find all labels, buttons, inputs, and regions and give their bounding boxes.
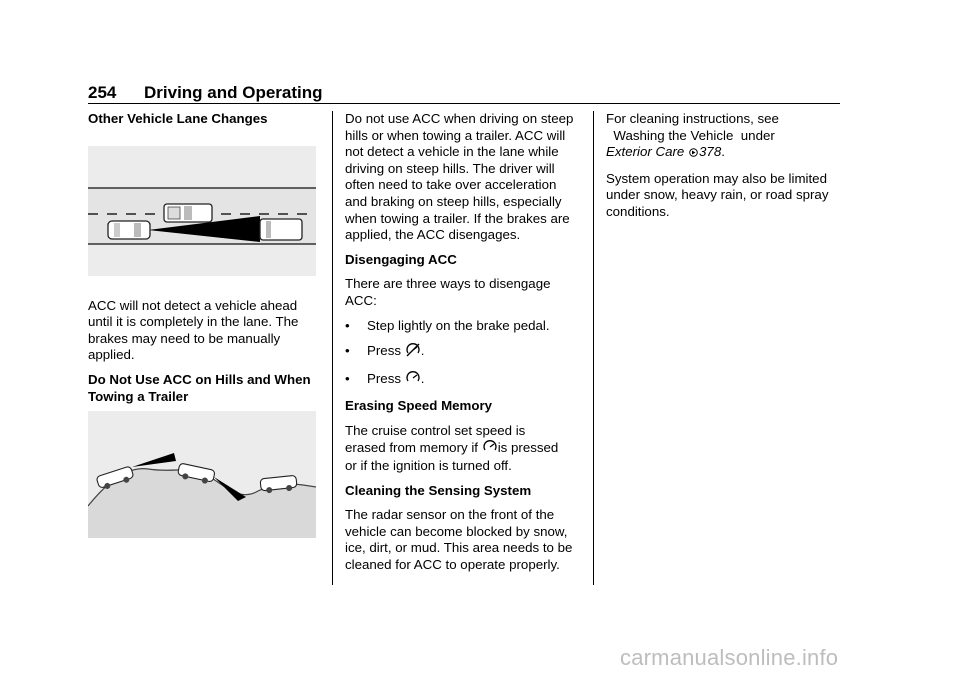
bullet-brake: • Step lightly on the brake pedal. <box>345 317 550 333</box>
column-3 <box>606 111 841 229</box>
disengage-intro: There are three ways to disengage ACC: <box>345 276 551 308</box>
hills-paragraph: Do not use ACC when driving on steep hills or when towing a trailer. ACC will not detect a vehicle in the lane while driving on steep hills. The driver will often need to take over acceleration and braking on steep hills, especially when towing a trailer. If the brakes are applied, the ACC disengages. <box>345 111 574 243</box>
merging-pickup-icon <box>164 204 212 222</box>
cleaning-reference: For cleaning instructions, see Washing the Vehicle under Exterior Care 378. <box>606 111 841 163</box>
column-2 <box>345 111 581 582</box>
cruise-on-off-icon-inline <box>483 440 497 459</box>
page-reference-arrow-icon <box>689 146 698 163</box>
bullet-press-cancel: • Press . <box>345 343 581 362</box>
watermark: carmanualsonline.info <box>620 645 839 670</box>
lead-truck-icon <box>260 219 302 240</box>
exterior-care-link[interactable]: Exterior Care <box>606 144 685 160</box>
host-vehicle-icon <box>108 221 150 239</box>
page-number: 254 <box>88 83 117 102</box>
heading-hills-trailer: Do Not Use ACC on Hills and When Towing a Trailer <box>88 371 311 404</box>
header-divider <box>88 103 840 104</box>
column-divider-2 <box>593 111 594 585</box>
column-divider-1 <box>332 111 333 585</box>
page-title: Driving and Operating <box>144 83 323 102</box>
cleaning-paragraph: The radar sensor on the front of the vehicle can become blocked by snow, ice, dirt, or mud. This area needs to be cleaned for ACC to operate properly. <box>345 507 573 573</box>
washing-vehicle-link[interactable]: Washing the Vehicle <box>613 127 734 143</box>
erase-paragraph: The cruise control set speed is erased from memory if is pressed or if the ignition is turned off. <box>345 422 559 474</box>
cruise-on-off-icon <box>406 371 420 390</box>
heading-disengaging-acc: Disengaging ACC <box>345 251 457 267</box>
hills-illustration <box>88 411 316 538</box>
heading-other-vehicle-lane-changes: Other Vehicle Lane Changes <box>88 111 268 126</box>
page-reference-number[interactable]: 378 <box>699 144 722 160</box>
lane-change-paragraph: ACC will not detect a vehicle ahead until it is completely in the lane. The brakes may need to be manually applied. <box>88 297 299 363</box>
bullet-press-onoff: • Press . <box>345 371 581 390</box>
cruise-cancel-icon <box>406 343 420 362</box>
system-limit-paragraph: System operation may also be limited under snow, heavy rain, or road spray conditions. <box>606 170 829 219</box>
lane-change-illustration <box>88 146 316 276</box>
heading-erasing-speed-memory: Erasing Speed Memory <box>345 398 493 414</box>
heading-cleaning-sensing-system: Cleaning the Sensing System <box>345 482 532 498</box>
page-header <box>88 83 840 103</box>
